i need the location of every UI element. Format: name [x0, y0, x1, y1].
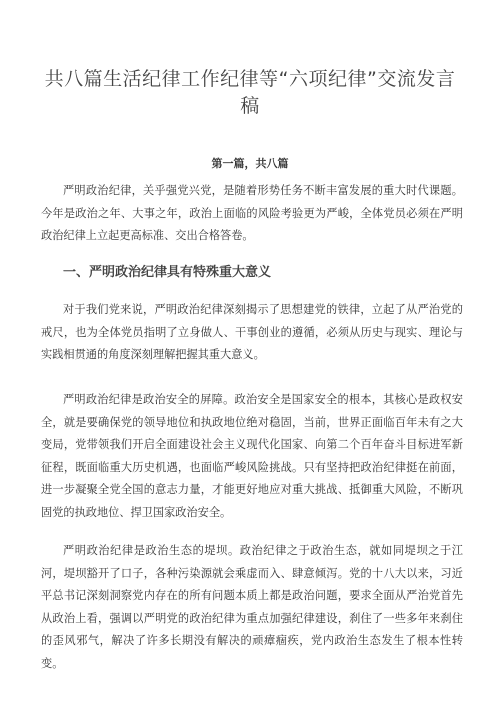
intro-paragraph: 严明政治纪律，关乎强党兴党，是随着形势任务不断丰富发展的重大时代课题。今年是政治之年、大事之年，政治上面临的风险考验更为严峻，全体党员必须在严明政治纪律上立起更高标准、交出合格答卷。 — [41, 184, 463, 242]
body-paragraph: 严明政治纪律是政治安全的屏障。政治安全是国家安全的根本，其核心是政权安全，就是要确保党的领导地位和执政地位绝对稳固，当前，世界正面临百年未有之大变局，党带领我们开启全面建设社会主义现代化国家、向第二个百年奋斗目标进军新征程，既面临重大历史机遇，也面临严峻风险挑战。只有坚持把政治纪律挺在前面，进一步凝聚全党全国的意志力量，才能更好地应对重大挑战、抵御重大风险，不断巩固党的执政地位、捍卫国家政治安全。 — [41, 393, 463, 519]
body-paragraph: 严明政治纪律是政治生态的堤坝。政治纪律之于政治生态，就如同堤坝之于江河，堤坝豁开了口子，各种污染源就会乘虚而入、肆意倾泻。党的十八大以来，习近平总书记深刻洞察党内存在的所有问题本质上都是政治问题，要求全面从严治党首先从政治上看，强调以严明党的政治纪律为重点加强纪律建设，刹住了一些多年来刹住的歪风邪气，解决了许多长期没有解决的顽瘴痼疾，党内政治生态发生了根本性转变。 — [41, 544, 463, 670]
document-title: 共八篇生活纪律工作纪律等“六项纪律”交流发言稿 — [44, 68, 456, 117]
section-heading: 一、严明政治纪律具有特殊重大意义 — [63, 265, 272, 280]
body-paragraph: 对于我们党来说，严明政治纪律深刻揭示了思想建党的铁律，立起了从严治党的戒尺，也为全体党员指明了立身做人、干事创业的遵循，必须从历史与现实、理论与实践相贯通的角度深刻理解把握其重大意义。 — [41, 303, 463, 361]
document-subtitle: 第一篇，共八篇 — [211, 157, 289, 170]
